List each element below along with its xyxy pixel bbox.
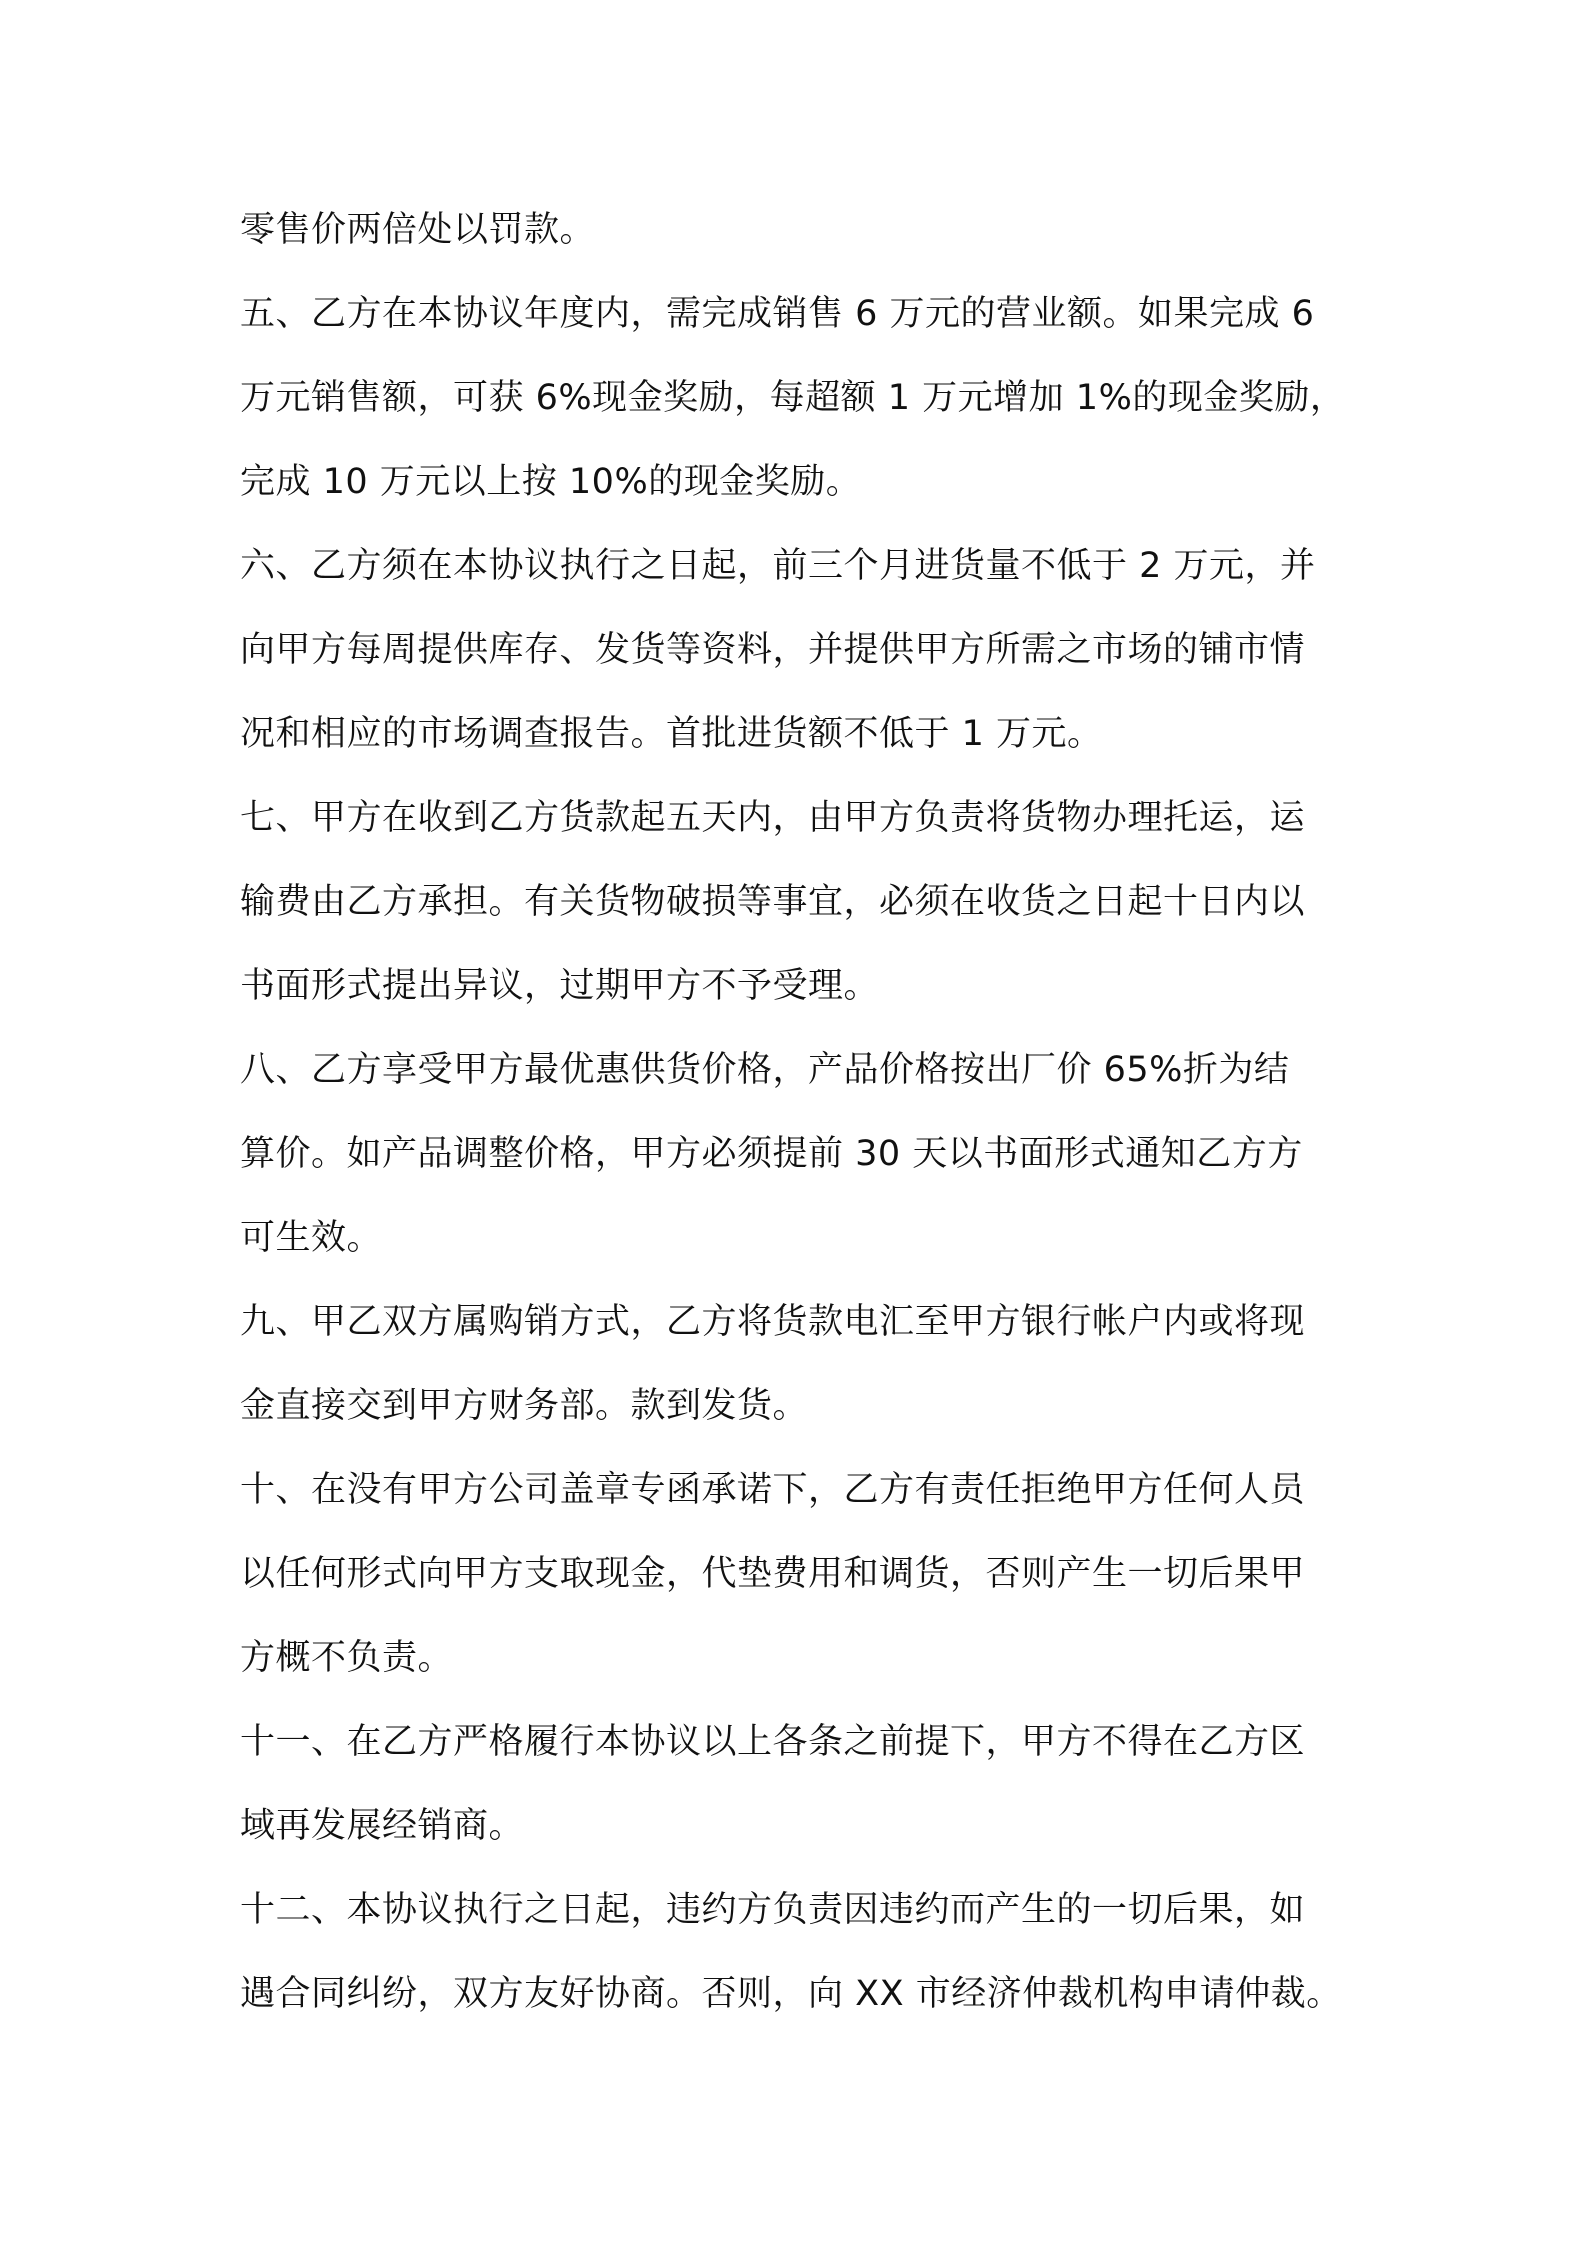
clause-12	[240, 1868, 1360, 2036]
clause-11	[240, 1700, 1360, 1868]
text-line: 十、在没有甲方公司盖章专函承诺下，乙方有责任拒绝甲方任何人员	[240, 1470, 1306, 1510]
clause-4-continuation	[240, 188, 1360, 272]
clause-8	[240, 1028, 1360, 1280]
text-line: 万元销售额，可获 6%现金奖励，每超额 1 万元增加 1%的现金奖励，	[240, 378, 1346, 418]
text-line: 况和相应的市场调查报告。首批进货额不低于 1 万元。	[240, 714, 1103, 754]
text-line: 十二、本协议执行之日起，违约方负责因违约而产生的一切后果，如	[240, 1890, 1306, 1930]
clause-6	[240, 524, 1360, 776]
text-line: 可生效。	[240, 1218, 383, 1258]
text-line: 零售价两倍处以罚款。	[240, 210, 596, 250]
text-line: 域再发展经销商。	[240, 1806, 525, 1846]
text-line: 完成 10 万元以上按 10%的现金奖励。	[240, 462, 862, 502]
contract-body	[240, 188, 1360, 2036]
clause-9	[240, 1280, 1360, 1448]
text-line: 遇合同纠纷，双方友好协商。否则，向 XX 市经济仲裁机构申请仲裁。	[240, 1974, 1342, 2014]
text-line: 书面形式提出异议，过期甲方不予受理。	[240, 966, 880, 1006]
text-line: 输费由乙方承担。有关货物破损等事宜，必须在收货之日起十日内以	[240, 882, 1306, 922]
text-line: 七、甲方在收到乙方货款起五天内，由甲方负责将货物办理托运，运	[240, 798, 1306, 838]
text-line: 六、乙方须在本协议执行之日起，前三个月进货量不低于 2 万元，并	[240, 546, 1316, 586]
text-line: 九、甲乙双方属购销方式，乙方将货款电汇至甲方银行帐户内或将现	[240, 1302, 1306, 1342]
clause-7	[240, 776, 1360, 1028]
text-line: 八、乙方享受甲方最优惠供货价格，产品价格按出厂价 65%折为结	[240, 1050, 1290, 1090]
text-line: 五、乙方在本协议年度内，需完成销售 6 万元的营业额。如果完成 6	[240, 294, 1315, 334]
text-line: 十一、在乙方严格履行本协议以上各条之前提下，甲方不得在乙方区	[240, 1722, 1306, 1762]
text-line: 金直接交到甲方财务部。款到发货。	[240, 1386, 809, 1426]
text-line: 向甲方每周提供库存、发货等资料，并提供甲方所需之市场的铺市情	[240, 630, 1306, 670]
clause-10	[240, 1448, 1360, 1700]
text-line: 算价。如产品调整价格，甲方必须提前 30 天以书面形式通知乙方方	[240, 1134, 1303, 1174]
text-line: 以任何形式向甲方支取现金，代垫费用和调货，否则产生一切后果甲	[240, 1554, 1306, 1594]
clause-5	[240, 272, 1360, 524]
text-line: 方概不负责。	[240, 1638, 454, 1678]
